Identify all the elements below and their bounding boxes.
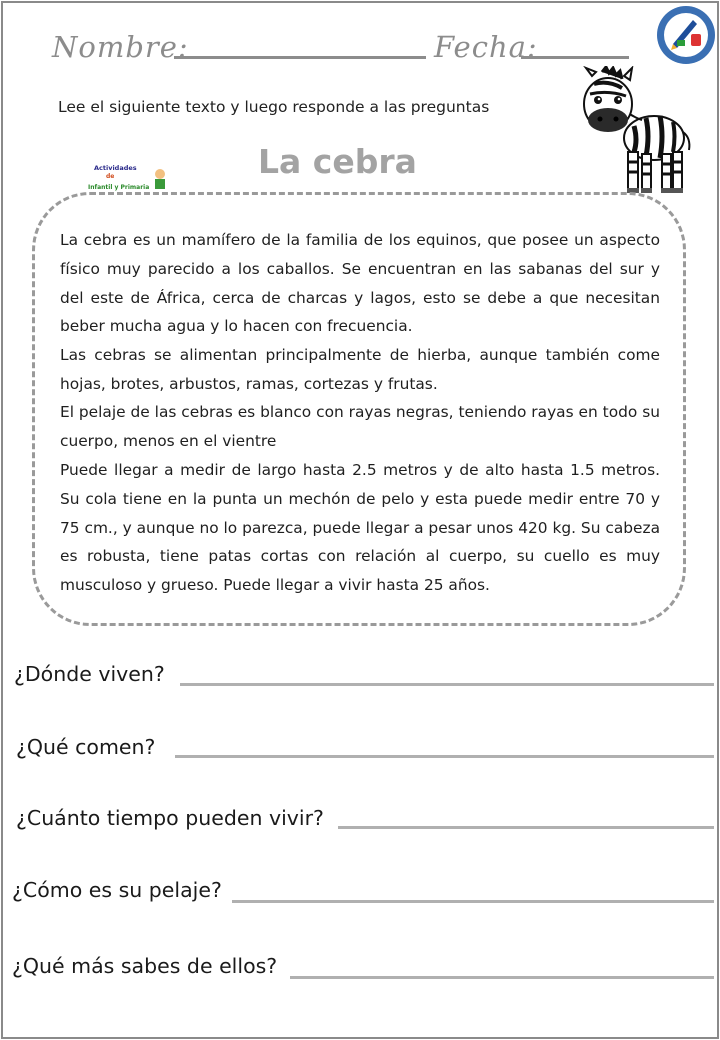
logo-line1: Actividades (94, 164, 137, 172)
instructions-text: Lee el siguiente texto y luego responde a las preguntas (58, 98, 490, 116)
brand-logo (88, 162, 168, 194)
name-line[interactable] (174, 56, 426, 59)
answer-line-2[interactable] (175, 755, 714, 758)
answer-line-5[interactable] (290, 976, 714, 979)
page-title: La cebra (258, 142, 417, 181)
paragraph-2: Las cebras se alimentan principalmente de hierba, aunque también come hojas, brotes, arbustos, ramas, cortezas y frutas. (60, 346, 660, 393)
logo-line2: de (106, 173, 115, 180)
date-label: Fecha: (434, 30, 538, 64)
name-label: Nombre: (52, 30, 189, 64)
paragraph-4: Puede llegar a medir de largo hasta 2.5 metros y de alto hasta 1.5 metros. Su cola tiene en la punta un mechón de pelo y esta puede medir entre 70 y 75 cm., y aunque no lo parezca, puede llegar a pesar unos 420 kg. Su cabeza es robusta, tiene patas cortas con relación al cuerpo, su cuello es muy musculoso y grueso. Puede llegar a vivir hasta 25 años. (60, 461, 660, 595)
paragraph-1: La cebra es un mamífero de la familia de los equinos, que posee un aspecto físico muy parecido a los caballos. Se encuentran en las sabanas del sur y del este de África, cerca de charcas y lagos, esto se debe a que necesitan beber mucha agua y lo hacen con frecuencia. (60, 231, 660, 336)
answer-line-1[interactable] (180, 683, 714, 686)
question-5: ¿Qué más sabes de ellos? (12, 954, 278, 978)
question-3: ¿Cuánto tiempo pueden vivir? (16, 806, 324, 830)
badge-logo-icon (655, 4, 717, 66)
logo-line3: Infantil y Primaria (88, 184, 150, 191)
question-2: ¿Qué comen? (16, 735, 156, 759)
date-line[interactable] (521, 56, 629, 59)
question-1: ¿Dónde viven? (14, 662, 165, 686)
paragraph-3: El pelaje de las cebras es blanco con rayas negras, teniendo rayas en todo su cuerpo, menos en el vientre (60, 403, 660, 450)
question-4: ¿Cómo es su pelaje? (12, 878, 222, 902)
zebra-illustration-icon (572, 66, 694, 198)
answer-line-3[interactable] (338, 826, 714, 829)
answer-line-4[interactable] (232, 900, 714, 903)
